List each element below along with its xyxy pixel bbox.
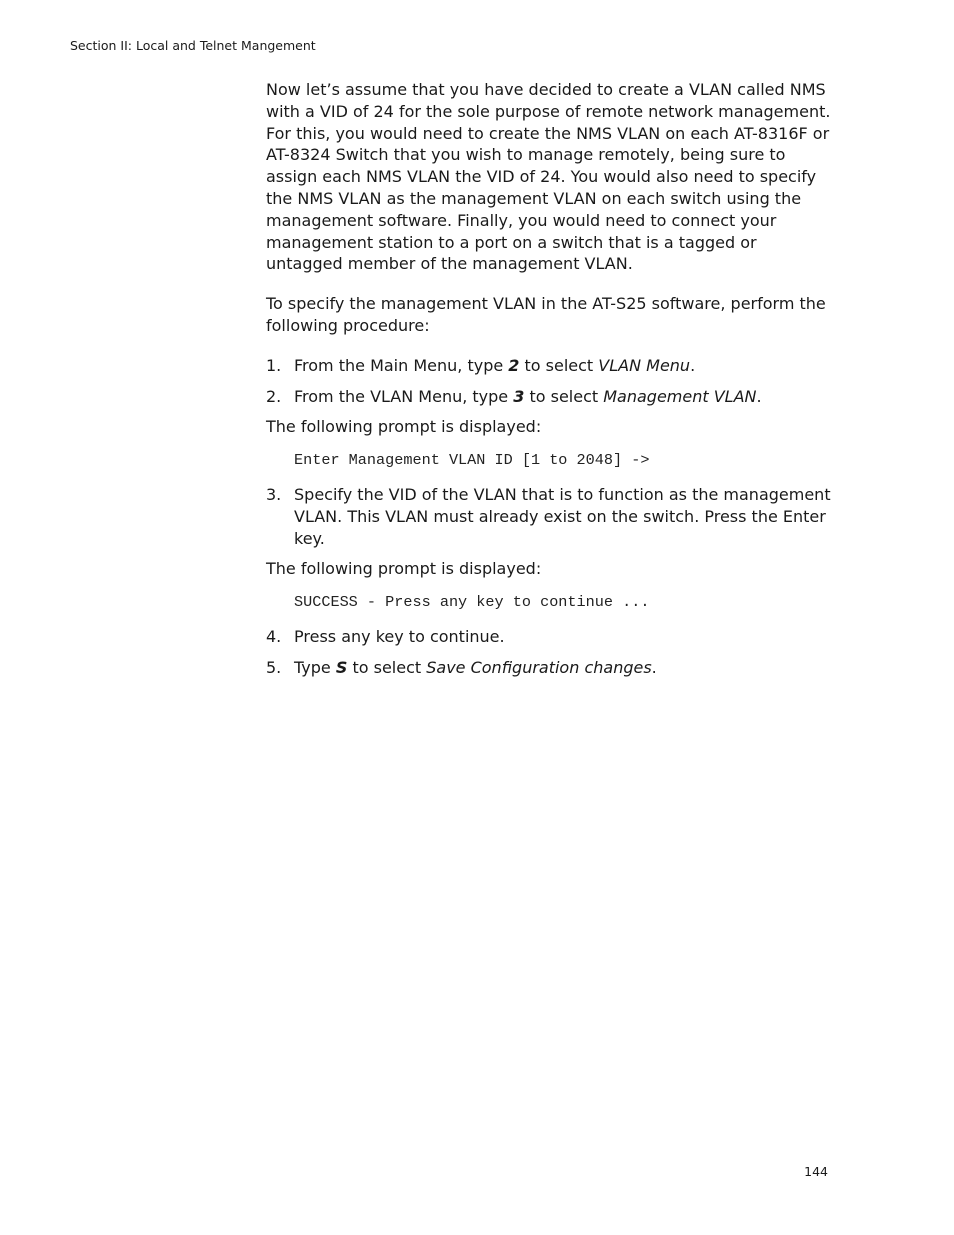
step-text: Type	[294, 657, 336, 677]
step-text: Press any key to continue.	[294, 626, 505, 646]
step-key: 2	[508, 355, 520, 375]
step-5	[266, 657, 834, 679]
step-text: From the VLAN Menu, type	[294, 386, 514, 406]
step-text: From the Main Menu, type	[294, 355, 509, 375]
running-header: Section II: Local and Telnet Mangement	[70, 38, 316, 53]
step-3	[266, 484, 834, 549]
step-number: 4.	[266, 626, 282, 646]
step-target: VLAN Menu	[598, 355, 691, 375]
prompt-label: The following prompt is displayed:	[266, 417, 542, 437]
main-content	[266, 79, 834, 688]
intro-paragraph: Now let’s assume that you have decided to create a VLAN called NMS with a VID of 24 for the sole purpose of remote network management. For this, you would need to create the NMS VLAN on each AT-8316F or AT-8324 Switch that you wish to manage remotely, being sure to assign each NMS VLAN the VID of 24. You would also need to specify the NMS VLAN as the management VLAN on each switch using the management software. Finally, you would need to connect your management station to a port on a switch that is a tagged or untagged member of the management VLAN.	[266, 80, 831, 274]
step-number: 5.	[266, 657, 282, 677]
page-number: 144	[804, 1164, 828, 1179]
step-1	[266, 355, 834, 377]
step-number: 3.	[266, 484, 282, 504]
step-target: Management VLAN	[603, 386, 757, 406]
prompt-label: The following prompt is displayed:	[266, 559, 542, 579]
step-key: S	[335, 657, 348, 677]
step-key: 3	[513, 386, 525, 406]
step-target: Save Configuration changes	[426, 657, 652, 677]
step-text: to select	[524, 386, 604, 406]
step-text: to select	[519, 355, 599, 375]
code-enter-vlan: Enter Management VLAN ID [1 to 2048] ->	[294, 451, 650, 470]
step-text: .	[651, 657, 657, 677]
step-text: to select	[347, 657, 427, 677]
step-text: .	[756, 386, 762, 406]
step-number: 2.	[266, 386, 282, 406]
step-4	[266, 626, 834, 648]
procedure-intro-paragraph: To specify the management VLAN in the AT-S25 software, perform the following procedure:	[266, 294, 826, 335]
step-number: 1.	[266, 355, 282, 375]
step-text: Specify the VID of the VLAN that is to function as the management VLAN. This VLAN must already exist on the switch. Press the Enter key.	[294, 484, 831, 548]
step-text: .	[690, 355, 696, 375]
code-success: SUCCESS - Press any key to continue ...	[294, 593, 650, 612]
step-2	[266, 386, 834, 408]
